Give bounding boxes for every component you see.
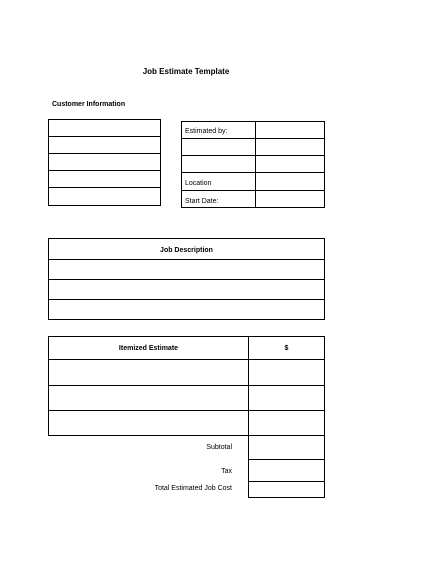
item-row-3-amount[interactable]: [248, 410, 325, 436]
location-label: Location: [185, 180, 212, 187]
item-row-3-description[interactable]: [48, 410, 249, 436]
tax-value-cell[interactable]: [248, 459, 325, 482]
item-row-1-description[interactable]: [48, 359, 249, 386]
item-row-1-amount[interactable]: [248, 359, 325, 386]
page-title: Job Estimate Template: [142, 67, 230, 76]
customer-info-row-4[interactable]: [48, 170, 161, 188]
itemized-estimate-header: Itemized Estimate: [118, 345, 179, 352]
estimate-info-row-2-value[interactable]: [255, 138, 325, 156]
amount-header: $: [284, 345, 289, 352]
customer-info-row-5[interactable]: [48, 187, 161, 206]
estimated-by-label: Estimated by:: [185, 128, 228, 135]
subtotal-value-cell[interactable]: [248, 435, 325, 460]
item-row-2-description[interactable]: [48, 385, 249, 411]
job-description-header: Job Description: [160, 247, 213, 254]
job-description-row-1[interactable]: [48, 259, 325, 280]
customer-info-row-2[interactable]: [48, 136, 161, 154]
estimate-info-row-3-value[interactable]: [255, 155, 325, 173]
total-value-cell[interactable]: [248, 481, 325, 498]
job-description-row-3[interactable]: [48, 299, 325, 320]
estimate-info-row-3-label: [181, 155, 256, 173]
customer-info-row-1[interactable]: [48, 119, 161, 137]
customer-info-label: Customer Information: [52, 101, 126, 108]
start-date-label: Start Date:: [185, 198, 219, 205]
location-value-cell[interactable]: [255, 172, 325, 191]
start-date-value-cell[interactable]: [255, 190, 325, 208]
tax-label: Tax: [221, 468, 232, 475]
estimated-by-value-cell[interactable]: [255, 121, 325, 139]
total-label: Total Estimated Job Cost: [154, 485, 232, 492]
job-description-row-2[interactable]: [48, 279, 325, 300]
estimate-info-row-2-label: [181, 138, 256, 156]
item-row-2-amount[interactable]: [248, 385, 325, 411]
customer-info-row-3[interactable]: [48, 153, 161, 171]
subtotal-label: Subtotal: [206, 444, 232, 451]
